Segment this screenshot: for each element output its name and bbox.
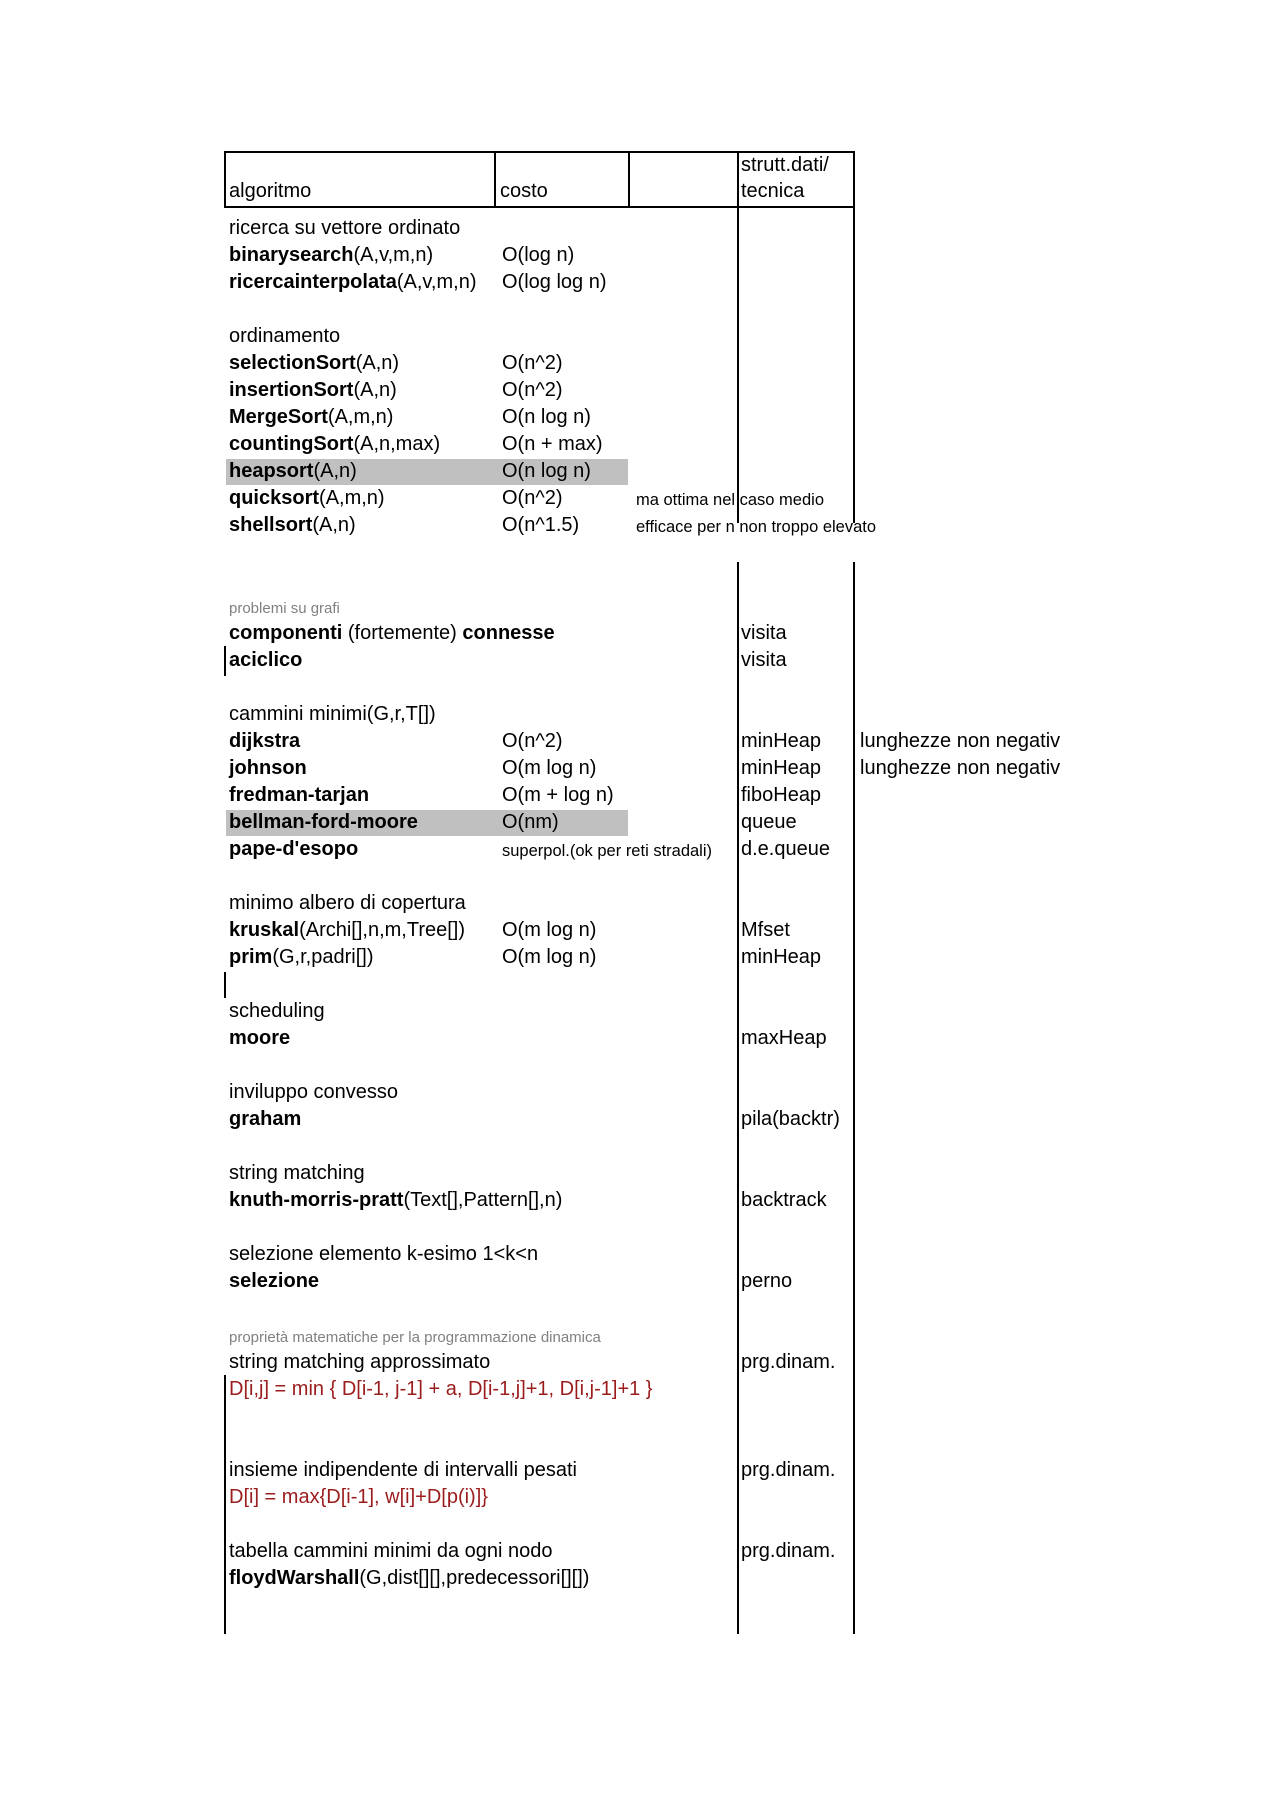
technique-cell: visita: [741, 622, 787, 644]
algorithm-args: string matching approssimato: [229, 1351, 491, 1373]
algorithm-cell: [229, 1566, 589, 1590]
technique-cell: Mfset: [741, 919, 790, 941]
algorithm-name: selezione: [229, 1270, 320, 1292]
algorithm-args: (G,dist[][],predecessori[][]): [359, 1567, 590, 1589]
extra-note-cell: lunghezze non negativ: [860, 757, 1061, 779]
algorithm-cell: [229, 1326, 601, 1350]
algorithm-cell: [229, 1188, 562, 1212]
algorithm-cell: [229, 351, 399, 375]
algorithm-args: (A,m,n): [327, 406, 394, 428]
algorithm-cell: [229, 648, 302, 672]
algorithm-cell: [229, 756, 307, 780]
left-border-seg-2: [224, 972, 226, 998]
algorithm-cell: [229, 1485, 488, 1509]
algorithm-name: componenti: [229, 622, 343, 644]
algorithm-cell: [229, 432, 440, 456]
algorithm-cell: [229, 1377, 653, 1401]
cost-cell: O(n log n): [502, 406, 591, 428]
technique-cell: perno: [741, 1270, 793, 1292]
algorithm-args: problemi su grafi: [229, 600, 340, 617]
tech-column-right-border-a: [853, 151, 855, 523]
technique-cell: prg.dinam.: [741, 1459, 836, 1481]
header-costo: costo: [500, 180, 548, 202]
technique-cell: prg.dinam.: [741, 1540, 836, 1562]
algorithm-args: (A,n): [313, 460, 357, 482]
algorithm-args: D[i] = max{D[i-1], w[i]+D[p(i)]}: [229, 1486, 488, 1508]
algorithm-name: kruskal: [229, 919, 300, 941]
algorithm-args: (A,n): [355, 352, 400, 374]
left-border-seg-1: [224, 646, 226, 676]
algorithm-name: quicksort: [229, 487, 320, 509]
algorithm-name: aciclico: [229, 649, 303, 671]
algorithm-cell: [229, 1107, 301, 1131]
cost-cell: O(log n): [502, 244, 575, 266]
algorithm-name: shellsort: [229, 514, 313, 536]
cost-cell: O(n + max): [502, 433, 603, 455]
algorithm-cell: [229, 459, 357, 483]
note-cell: ma ottima nel caso medio: [636, 491, 825, 509]
header-divider-1: [494, 151, 496, 208]
technique-cell: maxHeap: [741, 1027, 827, 1049]
algorithm-name-tail: connesse: [462, 622, 555, 644]
algorithm-cell: [229, 270, 477, 294]
cost-cell: O(n^2): [502, 379, 563, 401]
cost-cell: O(log log n): [502, 271, 607, 293]
algorithm-args: (Archi[],n,m,Tree[]): [299, 919, 466, 941]
header-divider-2: [628, 151, 630, 208]
algorithm-args: scheduling: [229, 1000, 325, 1022]
algorithm-name: dijkstra: [229, 730, 301, 752]
cost-cell: O(n log n): [502, 460, 591, 482]
technique-cell: pila(backtr): [741, 1108, 840, 1130]
header-left-border: [224, 151, 226, 208]
algorithm-args: (A,n,max): [353, 433, 441, 455]
algorithm-args: proprietà matematiche per la programmazione dinamica: [229, 1329, 601, 1346]
technique-cell: fiboHeap: [741, 784, 822, 806]
header-algoritmo: algoritmo: [229, 180, 312, 202]
cost-cell: O(m log n): [502, 757, 597, 779]
tech-column-right-border-b: [853, 562, 855, 1634]
algorithm-cell: [229, 405, 393, 429]
algorithm-cell: [229, 945, 373, 969]
technique-cell: minHeap: [741, 757, 822, 779]
cost-cell: O(n^1.5): [502, 514, 580, 536]
algorithm-name: fredman-tarjan: [229, 784, 370, 806]
algorithm-name: johnson: [229, 757, 307, 779]
cost-cell: O(m log n): [502, 919, 597, 941]
technique-cell: queue: [741, 811, 797, 833]
algorithm-name: countingSort: [229, 433, 354, 455]
cost-cell: O(m + log n): [502, 784, 614, 806]
algorithm-cell: [229, 513, 356, 537]
extra-note-cell: lunghezze non negativ: [860, 730, 1061, 752]
tech-column-left-border-b: [737, 562, 739, 1634]
cost-cell: superpol.(ok per reti stradali): [502, 842, 713, 860]
algorithm-args: (fortemente): [342, 622, 463, 644]
algorithm-args: (A,v,m,n): [353, 244, 434, 266]
algorithm-args: minimo albero di copertura: [229, 892, 466, 914]
algorithm-cell: [229, 378, 397, 402]
algorithm-cell: [229, 597, 340, 621]
algorithm-args: (A,n): [312, 514, 356, 536]
algorithm-cell: [229, 702, 436, 726]
technique-cell: minHeap: [741, 946, 822, 968]
algorithm-cell: [229, 891, 466, 915]
algorithm-cell: [229, 783, 369, 807]
note-cell: efficace per n non troppo elevato: [636, 518, 877, 536]
algorithm-name: selectionSort: [229, 352, 356, 374]
algorithm-cell: [229, 1269, 319, 1293]
header-bottom-border: [224, 206, 855, 208]
algorithm-name: heapsort: [229, 460, 314, 482]
header-struttura-line2: tecnica: [741, 180, 805, 202]
algorithm-name: floydWarshall: [229, 1567, 360, 1589]
header-struttura-line1: strutt.dati/: [741, 154, 829, 176]
algorithm-cell: [229, 324, 340, 348]
algorithm-cell: [229, 1539, 553, 1563]
algorithm-args: ordinamento: [229, 325, 341, 347]
technique-cell: d.e.queue: [741, 838, 830, 860]
algorithm-args: (A,m,n): [319, 487, 385, 509]
technique-cell: minHeap: [741, 730, 822, 752]
algorithm-args: tabella cammini minimi da ogni nodo: [229, 1540, 553, 1562]
algorithm-cell: [229, 729, 300, 753]
algorithm-args: insieme indipendente di intervalli pesati: [229, 1459, 577, 1481]
algorithm-cell: [229, 999, 325, 1023]
algorithm-cell: [229, 1026, 290, 1050]
cost-cell: O(n^2): [502, 487, 563, 509]
algorithm-name: moore: [229, 1027, 291, 1049]
algorithm-args: (G,r,padri[]): [272, 946, 374, 968]
algorithm-args: string matching: [229, 1162, 365, 1184]
algorithm-cell: [229, 1458, 577, 1482]
algorithm-args: D[i,j] = min { D[i-1, j-1] + a, D[i-1,j]+1, D[i,j-1]+1 }: [229, 1378, 653, 1400]
cost-cell: O(n^2): [502, 352, 563, 374]
algorithm-cell: [229, 621, 555, 645]
algorithm-name: knuth-morris-pratt: [229, 1189, 404, 1211]
technique-cell: prg.dinam.: [741, 1351, 836, 1373]
algorithm-cell: [229, 216, 460, 240]
technique-cell: backtrack: [741, 1189, 827, 1211]
algorithm-args: (A,v,m,n): [396, 271, 477, 293]
algorithm-name: MergeSort: [229, 406, 328, 428]
algorithm-name: binarysearch: [229, 244, 354, 266]
algorithm-cell: [229, 243, 433, 267]
algorithm-args: (Text[],Pattern[],n): [403, 1189, 563, 1211]
tech-column-left-border-a: [737, 151, 739, 523]
algorithm-args: (A,n): [353, 379, 397, 401]
algorithm-name: prim: [229, 946, 273, 968]
algorithm-args: ricerca su vettore ordinato: [229, 217, 461, 239]
algorithm-cell: [229, 810, 418, 834]
algorithm-name: graham: [229, 1108, 302, 1130]
algorithm-cell: [229, 918, 465, 942]
algorithm-cell: [229, 1080, 398, 1104]
algorithm-cell: [229, 1242, 538, 1266]
algorithm-name: bellman-ford-moore: [229, 811, 418, 833]
algorithm-cell: [229, 1161, 365, 1185]
left-border-seg-3: [224, 1375, 226, 1634]
algorithm-name: pape-d'esopo: [229, 838, 359, 860]
algorithm-cell: [229, 1350, 490, 1374]
cost-cell: O(nm): [502, 811, 559, 833]
algorithm-name: insertionSort: [229, 379, 354, 401]
algorithm-args: cammini minimi(G,r,T[]): [229, 703, 436, 725]
cost-cell: O(m log n): [502, 946, 597, 968]
algorithm-args: inviluppo convesso: [229, 1081, 398, 1103]
technique-cell: visita: [741, 649, 787, 671]
algorithm-cell: [229, 837, 358, 861]
algorithm-args: selezione elemento k-esimo 1<k<n: [229, 1243, 539, 1265]
algorithm-name: ricercainterpolata: [229, 271, 397, 293]
cost-cell: O(n^2): [502, 730, 563, 752]
algorithm-cell: [229, 486, 385, 510]
